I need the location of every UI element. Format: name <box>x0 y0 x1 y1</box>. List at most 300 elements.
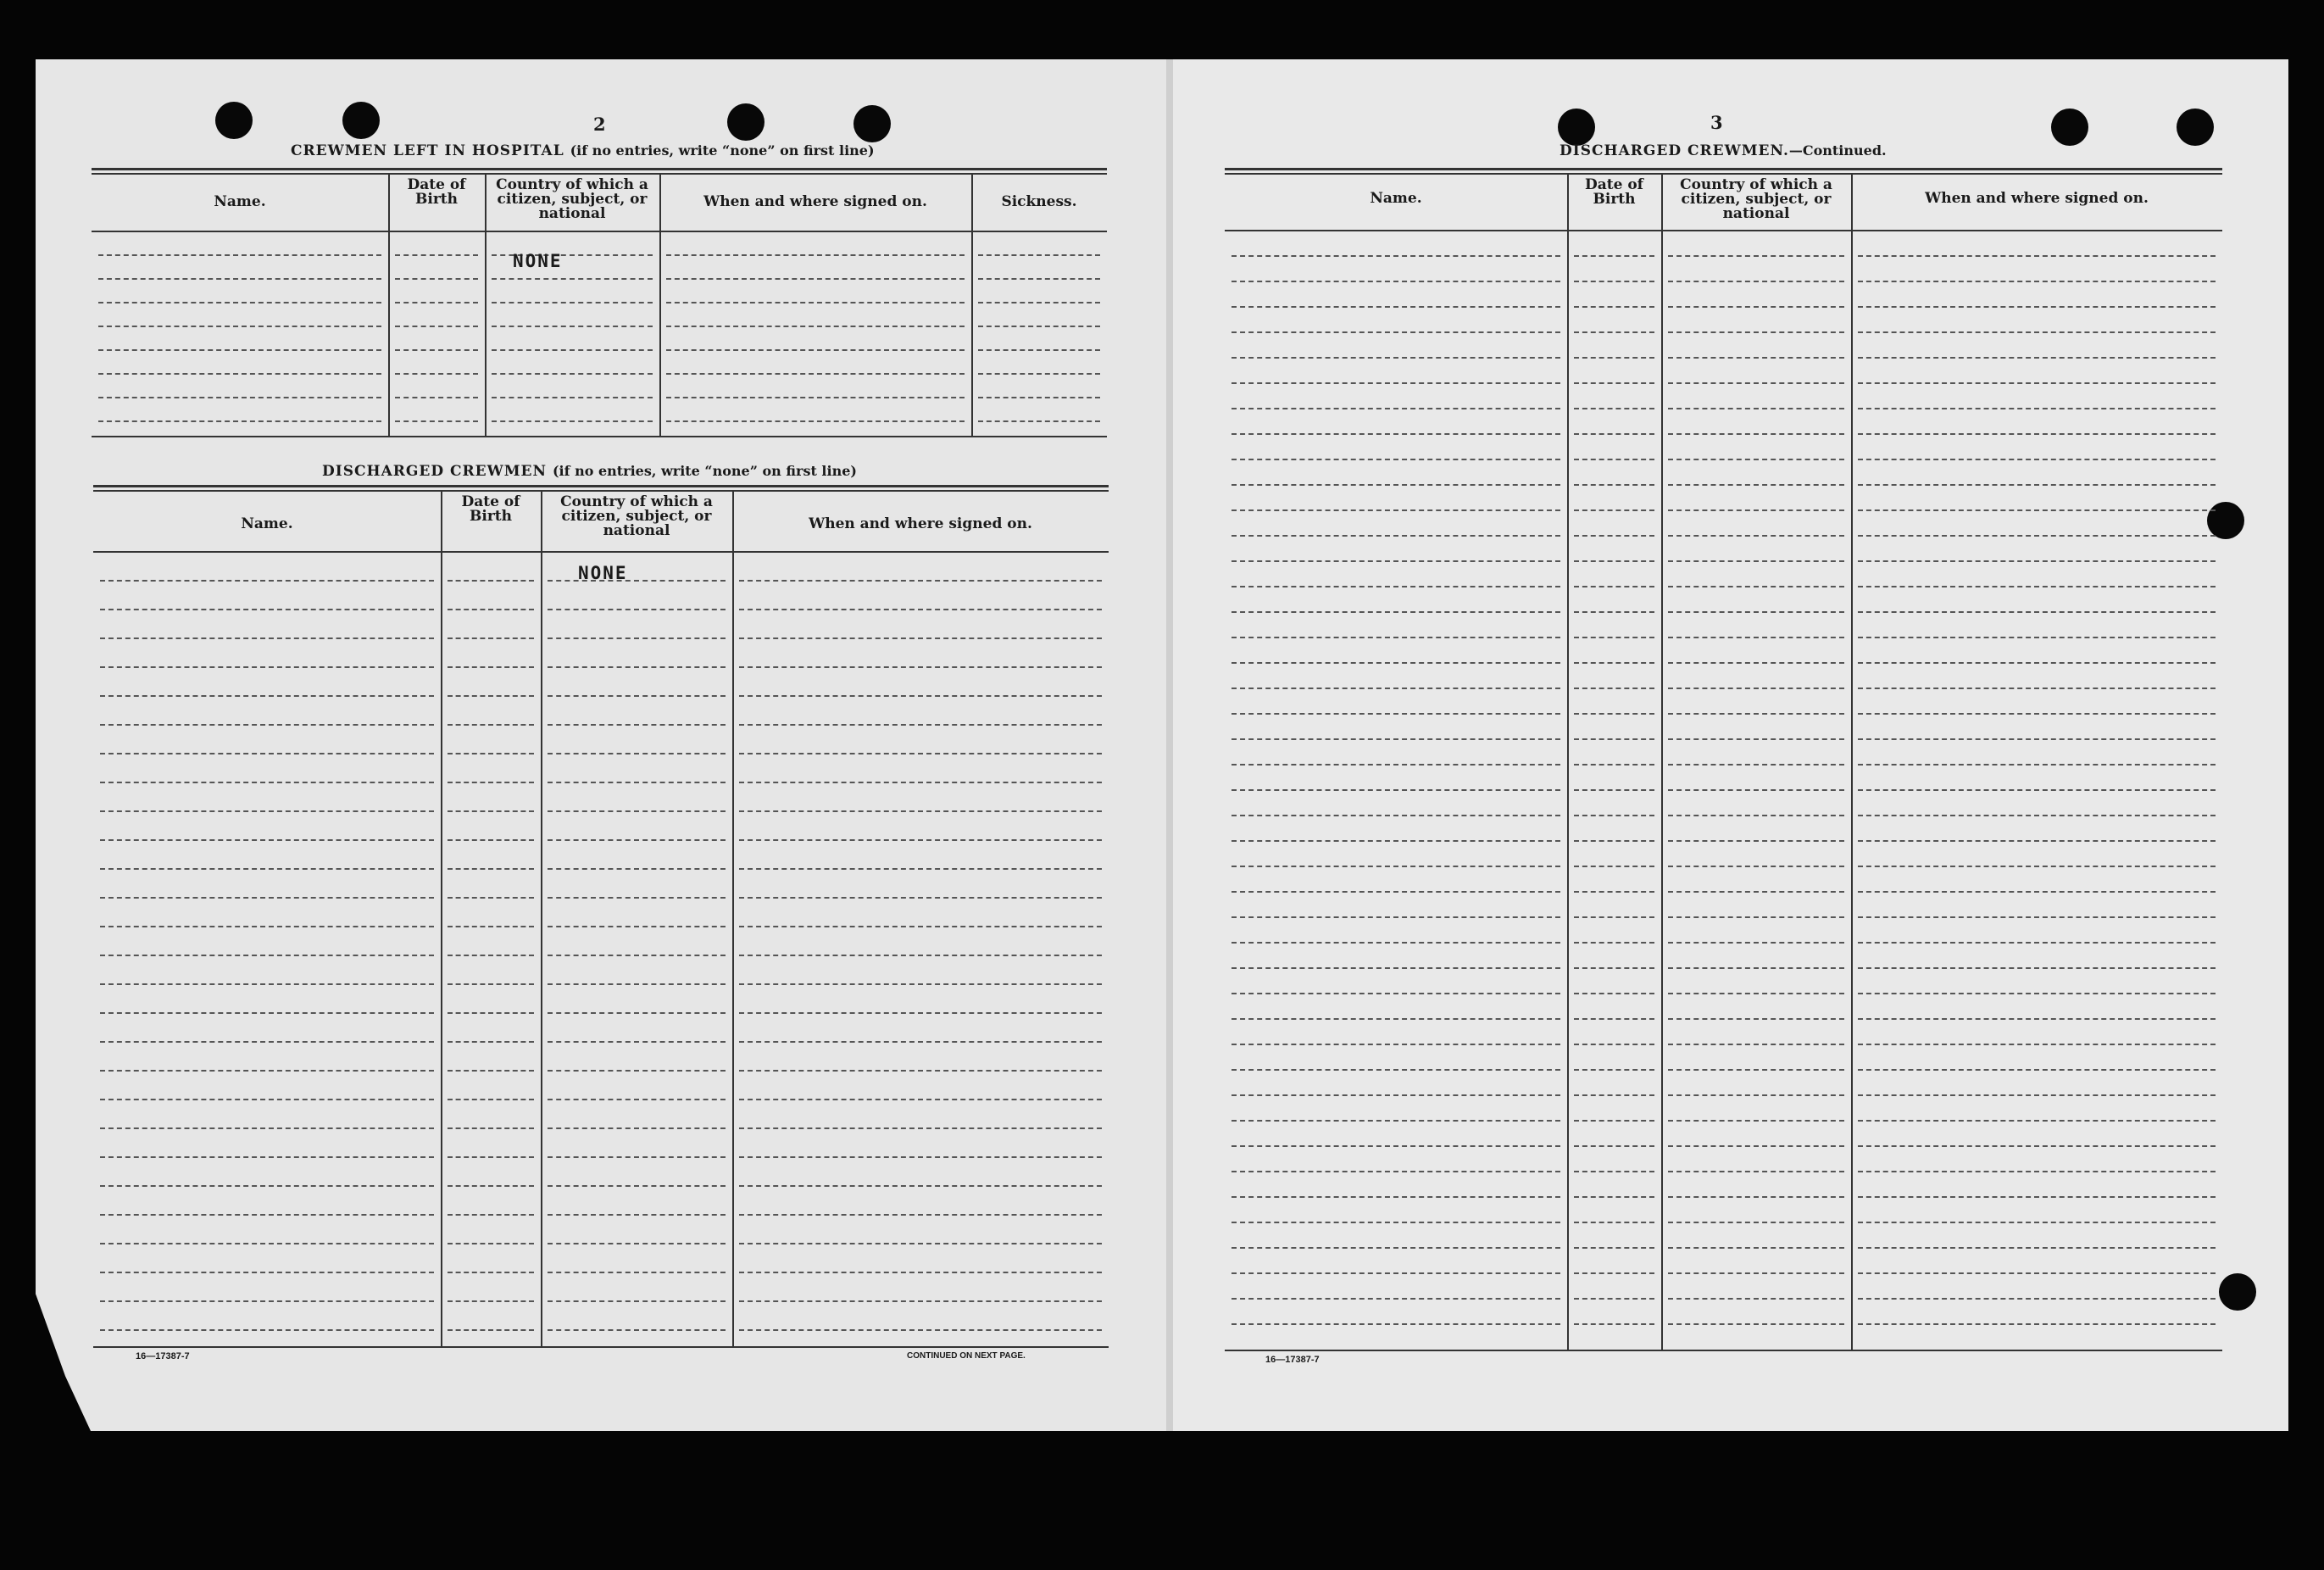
dotted-entry-line <box>739 1185 1102 1187</box>
dotted-entry-line <box>1858 433 2216 435</box>
dotted-entry-line <box>1231 891 1560 893</box>
dotted-entry-line <box>1858 586 2216 587</box>
dotted-entry-line <box>492 302 653 303</box>
punch-hole-icon <box>2051 109 2088 146</box>
dotted-entry-line <box>448 1185 534 1187</box>
dotted-entry-line <box>100 609 434 610</box>
dotted-entry-line <box>100 1041 434 1043</box>
dotted-entry-line <box>98 254 381 256</box>
dotted-entry-line <box>1231 637 1560 638</box>
dotted-entry-line <box>98 326 381 327</box>
dotted-entry-line <box>1668 331 1844 333</box>
dotted-entry-line <box>548 839 726 841</box>
dotted-entry-line <box>1231 789 1560 791</box>
dotted-entry-line <box>1668 1196 1844 1198</box>
dotted-entry-line <box>1231 1196 1560 1198</box>
dotted-entry-line <box>739 1156 1102 1158</box>
dotted-entry-line <box>1668 306 1844 308</box>
column-rule <box>732 490 734 1346</box>
dotted-entry-line <box>1858 993 2216 994</box>
dotted-entry-line <box>1231 357 1560 359</box>
dotted-entry-line <box>1858 560 2216 562</box>
dotted-entry-line <box>548 1329 726 1331</box>
dotted-entry-line <box>448 724 534 726</box>
dotted-entry-line <box>448 1127 534 1129</box>
dotted-entry-line <box>1574 637 1654 638</box>
dotted-entry-line <box>1231 382 1560 384</box>
dotted-entry-line <box>1574 1018 1654 1020</box>
table-top-rule <box>1225 173 2222 175</box>
punch-hole-icon <box>2207 502 2244 539</box>
dotted-entry-line <box>448 1243 534 1244</box>
dotted-entry-line <box>1668 866 1844 867</box>
dotted-entry-line <box>1574 789 1654 791</box>
dotted-entry-line <box>1858 1247 2216 1249</box>
dotted-entry-line <box>548 753 726 754</box>
dotted-entry-line <box>1858 1171 2216 1172</box>
dotted-entry-line <box>1231 840 1560 842</box>
dotted-entry-line <box>548 724 726 726</box>
dotted-entry-line <box>1231 916 1560 918</box>
dotted-entry-line <box>1231 408 1560 409</box>
dotted-entry-line <box>1231 1044 1560 1045</box>
table-bottom-rule <box>1225 1350 2222 1351</box>
dotted-entry-line <box>1668 840 1844 842</box>
dotted-entry-line <box>1858 942 2216 944</box>
dotted-entry-line <box>1231 1323 1560 1325</box>
dotted-entry-line <box>1858 967 2216 969</box>
hospital-section-title: CREWMEN LEFT IN HOSPITAL (if no entries, write “none” on first line) <box>291 142 875 159</box>
dotted-entry-line <box>1858 1018 2216 1020</box>
dotted-entry-line <box>492 349 653 351</box>
dotted-entry-line <box>100 1099 434 1100</box>
dotted-entry-line <box>395 420 478 422</box>
dotted-entry-line <box>1231 255 1560 257</box>
dotted-entry-line <box>448 839 534 841</box>
dotted-entry-line <box>1668 586 1844 587</box>
dotted-entry-line <box>1858 840 2216 842</box>
dotted-entry-line <box>739 609 1102 610</box>
dotted-entry-line <box>978 420 1100 422</box>
dotted-entry-line <box>739 1300 1102 1302</box>
table-top-rule <box>93 485 1109 487</box>
dotted-entry-line <box>1231 942 1560 944</box>
dotted-entry-line <box>492 373 653 375</box>
column-header: When and where signed on. <box>809 515 1032 532</box>
dotted-entry-line <box>1231 1094 1560 1096</box>
dotted-entry-line <box>548 1243 726 1244</box>
table-bottom-rule <box>92 436 1107 437</box>
dotted-entry-line <box>666 302 965 303</box>
dotted-entry-line <box>548 1156 726 1158</box>
dotted-entry-line <box>739 955 1102 956</box>
dotted-entry-line <box>1858 688 2216 689</box>
column-header: Date of Birth <box>407 176 466 208</box>
dotted-entry-line <box>1668 1272 1844 1274</box>
dotted-entry-line <box>1574 433 1654 435</box>
dotted-entry-line <box>739 810 1102 812</box>
dotted-entry-line <box>448 1012 534 1014</box>
dotted-entry-line <box>100 724 434 726</box>
none-entry: NONE <box>513 251 563 271</box>
dotted-entry-line <box>100 955 434 956</box>
dotted-entry-line <box>448 810 534 812</box>
dotted-entry-line <box>548 955 726 956</box>
column-header: Country of which a citizen, subject, or national <box>560 493 713 539</box>
punch-hole-icon <box>1558 109 1595 146</box>
dotted-entry-line <box>548 695 726 697</box>
dotted-entry-line <box>1858 611 2216 613</box>
dotted-entry-line <box>98 302 381 303</box>
dotted-entry-line <box>1574 993 1654 994</box>
dotted-entry-line <box>448 1099 534 1100</box>
column-rule <box>1661 173 1663 1350</box>
dotted-entry-line <box>448 637 534 639</box>
dotted-entry-line <box>448 1156 534 1158</box>
dotted-entry-line <box>666 373 965 375</box>
dotted-entry-line <box>1858 357 2216 359</box>
dotted-entry-line <box>548 897 726 899</box>
table-top-rule <box>92 173 1107 175</box>
dotted-entry-line <box>1231 560 1560 562</box>
dotted-entry-line <box>1858 637 2216 638</box>
dotted-entry-line <box>1858 1094 2216 1096</box>
dotted-entry-line <box>739 580 1102 582</box>
dotted-entry-line <box>395 397 478 398</box>
dotted-entry-line <box>1668 1094 1844 1096</box>
dotted-entry-line <box>1231 688 1560 689</box>
dotted-entry-line <box>395 278 478 280</box>
dotted-entry-line <box>1574 1272 1654 1274</box>
dotted-entry-line <box>548 782 726 783</box>
dotted-entry-line <box>1231 586 1560 587</box>
column-header: Sickness. <box>1001 193 1077 210</box>
right-page <box>1170 59 2288 1431</box>
dotted-entry-line <box>1668 1044 1844 1045</box>
dotted-entry-line <box>978 278 1100 280</box>
dotted-entry-line <box>548 1185 726 1187</box>
dotted-entry-line <box>1858 535 2216 537</box>
dotted-entry-line <box>739 983 1102 985</box>
dotted-entry-line <box>1231 509 1560 511</box>
dotted-entry-line <box>1574 967 1654 969</box>
dotted-entry-line <box>448 1329 534 1331</box>
header-rule <box>92 231 1107 232</box>
dotted-entry-line <box>100 810 434 812</box>
dotted-entry-line <box>100 1243 434 1244</box>
dotted-entry-line <box>1231 662 1560 664</box>
dotted-entry-line <box>666 420 965 422</box>
dotted-entry-line <box>100 1329 434 1331</box>
dotted-entry-line <box>1574 408 1654 409</box>
dotted-entry-line <box>1668 255 1844 257</box>
dotted-entry-line <box>1668 535 1844 537</box>
dotted-entry-line <box>100 983 434 985</box>
dotted-entry-line <box>1574 281 1654 282</box>
dotted-entry-line <box>1574 560 1654 562</box>
dotted-entry-line <box>1574 1222 1654 1223</box>
dotted-entry-line <box>739 1329 1102 1331</box>
dotted-entry-line <box>448 753 534 754</box>
dotted-entry-line <box>739 666 1102 668</box>
dotted-entry-line <box>1858 408 2216 409</box>
dotted-entry-line <box>1668 891 1844 893</box>
dotted-entry-line <box>1574 1196 1654 1198</box>
dotted-entry-line <box>739 926 1102 927</box>
dotted-entry-line <box>1668 281 1844 282</box>
dotted-entry-line <box>739 724 1102 726</box>
dotted-entry-line <box>1574 738 1654 740</box>
dotted-entry-line <box>1858 509 2216 511</box>
dotted-entry-line <box>1231 1247 1560 1249</box>
dotted-entry-line <box>1668 1120 1844 1122</box>
dotted-entry-line <box>1668 713 1844 715</box>
dotted-entry-line <box>1668 1171 1844 1172</box>
dotted-entry-line <box>1231 1222 1560 1223</box>
dotted-entry-line <box>1574 306 1654 308</box>
dotted-entry-line <box>548 1272 726 1273</box>
dotted-entry-line <box>100 1012 434 1014</box>
dotted-entry-line <box>666 397 965 398</box>
dotted-entry-line <box>1668 1323 1844 1325</box>
punch-hole-icon <box>2219 1273 2256 1311</box>
column-rule <box>541 490 542 1346</box>
dotted-entry-line <box>1668 916 1844 918</box>
dotted-entry-line <box>1858 764 2216 766</box>
dotted-entry-line <box>1858 1196 2216 1198</box>
dotted-entry-line <box>1574 331 1654 333</box>
column-rule <box>388 173 390 436</box>
column-rule <box>659 173 661 436</box>
dotted-entry-line <box>98 373 381 375</box>
dotted-entry-line <box>739 782 1102 783</box>
none-entry: NONE <box>578 563 628 583</box>
dotted-entry-line <box>98 278 381 280</box>
dotted-entry-line <box>1231 306 1560 308</box>
column-rule <box>485 173 486 436</box>
dotted-entry-line <box>1858 459 2216 460</box>
dotted-entry-line <box>739 1041 1102 1043</box>
dotted-entry-line <box>1668 637 1844 638</box>
dotted-entry-line <box>395 302 478 303</box>
dotted-entry-line <box>978 397 1100 398</box>
dotted-entry-line <box>1231 331 1560 333</box>
dotted-entry-line <box>1668 560 1844 562</box>
page-number: 3 <box>1710 112 1723 133</box>
column-header: Name. <box>1370 190 1422 207</box>
punch-hole-icon <box>727 103 764 141</box>
dotted-entry-line <box>100 1300 434 1302</box>
dotted-entry-line <box>739 1070 1102 1072</box>
dotted-entry-line <box>1858 1272 2216 1274</box>
dotted-entry-line <box>448 1300 534 1302</box>
dotted-entry-line <box>1574 1298 1654 1300</box>
dotted-entry-line <box>1574 1044 1654 1045</box>
dotted-entry-line <box>1668 967 1844 969</box>
dotted-entry-line <box>98 349 381 351</box>
dotted-entry-line <box>548 666 726 668</box>
dotted-entry-line <box>492 278 653 280</box>
dotted-entry-line <box>739 1099 1102 1100</box>
dotted-entry-line <box>1574 662 1654 664</box>
dotted-entry-line <box>548 637 726 639</box>
left-page <box>36 59 1171 1431</box>
dotted-entry-line <box>100 782 434 783</box>
dotted-entry-line <box>1574 1171 1654 1172</box>
dotted-entry-line <box>1574 891 1654 893</box>
dotted-entry-line <box>1574 688 1654 689</box>
dotted-entry-line <box>100 1127 434 1129</box>
dotted-entry-line <box>1858 1069 2216 1071</box>
dotted-entry-line <box>1668 789 1844 791</box>
dotted-entry-line <box>1231 535 1560 537</box>
dotted-entry-line <box>1231 433 1560 435</box>
dotted-entry-line <box>1231 1120 1560 1122</box>
dotted-entry-line <box>1858 891 2216 893</box>
dotted-entry-line <box>1858 866 2216 867</box>
dotted-entry-line <box>100 1272 434 1273</box>
dotted-entry-line <box>100 637 434 639</box>
dotted-entry-line <box>1858 255 2216 257</box>
dotted-entry-line <box>1231 1018 1560 1020</box>
dotted-entry-line <box>395 349 478 351</box>
dotted-entry-line <box>448 1041 534 1043</box>
dotted-entry-line <box>739 637 1102 639</box>
dotted-entry-line <box>548 1070 726 1072</box>
dotted-entry-line <box>100 1156 434 1158</box>
dotted-entry-line <box>548 983 726 985</box>
table-top-rule <box>92 168 1107 170</box>
dotted-entry-line <box>666 278 965 280</box>
dotted-entry-line <box>739 1272 1102 1273</box>
dotted-entry-line <box>100 1070 434 1072</box>
punch-hole-icon <box>215 102 253 139</box>
dotted-entry-line <box>1231 459 1560 460</box>
dotted-entry-line <box>739 1012 1102 1014</box>
dotted-entry-line <box>448 1272 534 1273</box>
dotted-entry-line <box>1668 688 1844 689</box>
dotted-entry-line <box>1668 662 1844 664</box>
dotted-entry-line <box>1668 738 1844 740</box>
dotted-entry-line <box>1231 1272 1560 1274</box>
dotted-entry-line <box>739 897 1102 899</box>
dotted-entry-line <box>1668 993 1844 994</box>
dotted-entry-line <box>1231 738 1560 740</box>
dotted-entry-line <box>1668 764 1844 766</box>
column-header: Country of which a citizen, subject, or national <box>496 176 648 222</box>
dotted-entry-line <box>1231 281 1560 282</box>
dotted-entry-line <box>492 420 653 422</box>
dotted-entry-line <box>1858 306 2216 308</box>
dotted-entry-line <box>1231 967 1560 969</box>
dotted-entry-line <box>1858 1323 2216 1325</box>
dotted-entry-line <box>448 955 534 956</box>
dotted-entry-line <box>1858 713 2216 715</box>
dotted-entry-line <box>100 753 434 754</box>
dotted-entry-line <box>1858 1222 2216 1223</box>
dotted-entry-line <box>448 666 534 668</box>
dotted-entry-line <box>448 580 534 582</box>
dotted-entry-line <box>100 666 434 668</box>
discharged-section-title: DISCHARGED CREWMEN (if no entries, write “none” on first line) <box>322 463 857 480</box>
dotted-entry-line <box>448 695 534 697</box>
dotted-entry-line <box>1574 866 1654 867</box>
dotted-entry-line <box>1574 1120 1654 1122</box>
dotted-entry-line <box>448 868 534 870</box>
dotted-entry-line <box>1231 611 1560 613</box>
dotted-entry-line <box>1858 1298 2216 1300</box>
dotted-entry-line <box>1668 1298 1844 1300</box>
dotted-entry-line <box>1668 611 1844 613</box>
column-rule <box>1851 173 1853 1350</box>
dotted-entry-line <box>100 695 434 697</box>
dotted-entry-line <box>395 326 478 327</box>
dotted-entry-line <box>1231 764 1560 766</box>
column-header: When and where signed on. <box>1925 190 2149 207</box>
table-top-rule <box>93 490 1109 492</box>
dotted-entry-line <box>666 254 965 256</box>
dotted-entry-line <box>1574 815 1654 816</box>
dotted-entry-line <box>739 839 1102 841</box>
dotted-entry-line <box>1668 484 1844 486</box>
dotted-entry-line <box>978 349 1100 351</box>
dotted-entry-line <box>1574 916 1654 918</box>
dotted-entry-line <box>1574 1247 1654 1249</box>
dotted-entry-line <box>1574 459 1654 460</box>
dotted-entry-line <box>1858 916 2216 918</box>
dotted-entry-line <box>1858 382 2216 384</box>
dotted-entry-line <box>448 897 534 899</box>
dotted-entry-line <box>1668 815 1844 816</box>
dotted-entry-line <box>1231 1298 1560 1300</box>
dotted-entry-line <box>448 609 534 610</box>
dotted-entry-line <box>100 580 434 582</box>
dotted-entry-line <box>1668 509 1844 511</box>
dotted-entry-line <box>1574 942 1654 944</box>
discharged-continued-title: DISCHARGED CREWMEN.—Continued. <box>1560 142 1887 159</box>
dotted-entry-line <box>100 839 434 841</box>
column-header: Date of Birth <box>461 493 520 525</box>
dotted-entry-line <box>1668 382 1844 384</box>
dotted-entry-line <box>1574 1094 1654 1096</box>
table-bottom-rule <box>93 1346 1109 1348</box>
dotted-entry-line <box>1858 1120 2216 1122</box>
dotted-entry-line <box>100 897 434 899</box>
header-rule <box>1225 230 2222 231</box>
dotted-entry-line <box>1574 535 1654 537</box>
dotted-entry-line <box>1574 1145 1654 1147</box>
dotted-entry-line <box>548 868 726 870</box>
dotted-entry-line <box>492 326 653 327</box>
dotted-entry-line <box>1668 1145 1844 1147</box>
dotted-entry-line <box>1858 1044 2216 1045</box>
dotted-entry-line <box>1574 255 1654 257</box>
column-header: Name. <box>241 515 293 532</box>
dotted-entry-line <box>1668 1222 1844 1223</box>
punch-hole-icon <box>2177 109 2214 146</box>
dotted-entry-line <box>1858 1145 2216 1147</box>
dotted-entry-line <box>739 1214 1102 1216</box>
dotted-entry-line <box>1668 1247 1844 1249</box>
dotted-entry-line <box>548 1214 726 1216</box>
column-header: Country of which a citizen, subject, or national <box>1680 176 1832 222</box>
dotted-entry-line <box>1231 713 1560 715</box>
dotted-entry-line <box>100 1214 434 1216</box>
dotted-entry-line <box>492 397 653 398</box>
dotted-entry-line <box>1231 993 1560 994</box>
dotted-entry-line <box>448 983 534 985</box>
dotted-entry-line <box>739 868 1102 870</box>
